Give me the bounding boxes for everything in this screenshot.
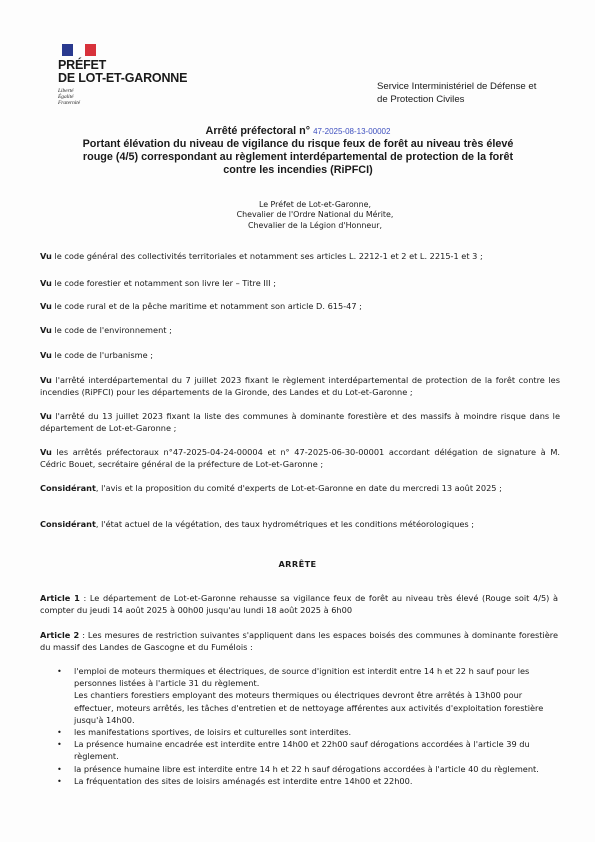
consideration-lead: Considérant: [40, 483, 96, 493]
article-text: : Le département de Lot-et-Garonne rehausse sa vigilance feux de forêt au niveau très élevé (Rouge soit 4/5) à compter du jeudi 14 août 2025 à 00h00 jusqu'au lundi 18 août 2025 à 6h00: [40, 593, 558, 616]
bullet-icon: •: [57, 739, 62, 750]
article-label: Article 2: [40, 630, 80, 640]
consideration-text: les arrêtés préfectoraux n°47-2025-04-24-00004 et n° 47-2025-06-30-00001 accordant délégation de signature à M. Cédric Bouet, secrétaire général de la préfecture de Lot-et-Garonne ;: [40, 447, 560, 470]
french-flag-icon: [62, 44, 96, 56]
consideration-text: le code forestier et notamment son livre Ier – Titre III ;: [51, 278, 276, 288]
restriction-continuation: Les chantiers forestiers employant des moteurs thermiques ou électriques devront être arrêtés à 13h00 pour effectuer, moteurs arrêtés, les tâches d'entretien et de nettoyage afférentes aux activités d'exploitation forestière jusqu'à 14h00.: [74, 690, 544, 725]
bullet-icon: •: [57, 763, 62, 774]
consideration-lead: Vu: [40, 325, 52, 335]
prefecture-logo: [58, 44, 208, 107]
restriction-item: [52, 665, 556, 726]
consideration-paragraph: [40, 482, 560, 494]
consideration-text: , l'avis et la proposition du comité d'experts de Lot-et-Garonne en date du mercredi 13 août 2025 ;: [95, 483, 502, 493]
title-line: contre les incendies (RiPFCI): [223, 164, 373, 176]
document-title: [44, 125, 552, 177]
consideration-lead: Vu: [40, 278, 52, 288]
authority-line: Le Préfet de Lot-et-Garonne,: [258, 200, 372, 209]
bullet-icon: •: [57, 775, 62, 786]
consideration-text: le code de l'urbanisme ;: [51, 350, 153, 360]
title-line: rouge (4/5) correspondant au règlement interdépartemental de protection de la forêt: [82, 151, 514, 163]
restriction-item: [52, 763, 556, 775]
arrete-number: 47-2025-08-13-00002: [313, 127, 391, 136]
restriction-item: [52, 726, 556, 738]
arrete-label: Arrêté préfectoral n°: [205, 125, 311, 137]
consideration-text: le code de l'environnement ;: [51, 325, 172, 335]
motto-fraternite: Fraternité: [58, 100, 81, 107]
consideration-lead: Vu: [40, 411, 52, 421]
consideration-paragraph: [40, 324, 560, 336]
consideration-lead: Vu: [40, 301, 52, 311]
restriction-text: la présence humaine libre est interdite entre 14 h et 22 h sauf dérogations accordées à l'article 40 du règlement.: [74, 763, 539, 774]
article-1: [40, 592, 558, 616]
consideration-paragraph: [40, 374, 560, 398]
consideration-text: le code rural et de la pêche maritime et notamment son article D. 615-47 ;: [51, 301, 362, 311]
consideration-lead: Vu: [40, 251, 52, 261]
consideration-paragraph: [40, 250, 560, 262]
consideration-paragraph: [40, 518, 560, 530]
restriction-text: La fréquentation des sites de loisirs aménagés est interdite entre 14h00 et 22h00.: [74, 775, 413, 786]
restriction-text: les manifestations sportives, de loisirs et culturelles sont interdites.: [74, 727, 352, 738]
authority-line: Chevalier de l'Ordre National du Mérite,: [236, 210, 394, 220]
consideration-paragraph: [40, 410, 560, 434]
authority-line: Chevalier de la Légion d'Honneur,: [248, 220, 382, 230]
article-2: [40, 629, 558, 653]
consideration-paragraph: [40, 300, 560, 312]
motto-liberte: Liberté: [58, 88, 74, 94]
logo-line-prefet: PRÉFET: [58, 58, 107, 72]
consideration-text: l'arrêté interdépartemental du 7 juillet 2023 fixant le règlement interdépartemental de protection de la forêt contre les incendies (RiPFCI) pour les départements de la Gironde, des Landes et du Lot-et-Garonne ;: [40, 375, 560, 398]
service-line: Service Interministériel de Défense et: [377, 81, 537, 92]
consideration-text: , l'état actuel de la végétation, des taux hydrométriques et les conditions météorologiques ;: [95, 519, 475, 529]
motto-egalite: Égalité: [58, 94, 74, 101]
consideration-paragraph: [40, 446, 560, 470]
consideration-lead: Vu: [40, 350, 52, 360]
restriction-item: [52, 738, 556, 762]
restriction-item: [52, 775, 556, 787]
restriction-text: l'emploi de moteurs thermiques et électriques, de source d'ignition est interdit entre 14 h et 22 h sauf pour les personnes listées à l'article 31 du règlement.: [74, 666, 530, 689]
arrete-number-line: [44, 125, 552, 138]
arrete-heading: ARRÊTE: [278, 559, 317, 569]
republic-motto: [58, 88, 208, 107]
bullet-icon: •: [57, 666, 62, 676]
consideration-lead: Considérant: [40, 519, 96, 529]
consideration-text: l'arrêté du 13 juillet 2023 fixant la liste des communes à dominante forestière et des massifs à moindre risque dans le département de Lot-et-Garonne ;: [40, 411, 560, 434]
service-line: de Protection Civiles: [377, 94, 465, 105]
authority-block: [150, 200, 480, 231]
consideration-lead: Vu: [40, 447, 52, 457]
consideration-paragraph: [40, 277, 560, 289]
article-label: Article 1: [40, 593, 80, 603]
restriction-text: La présence humaine encadrée est interdite entre 14h00 et 22h00 sauf dérogations accordées à l'article 39 du règlement.: [74, 739, 530, 762]
logo-line-department: DE LOT-ET-GARONNE: [58, 71, 188, 85]
consideration-lead: Vu: [40, 375, 52, 385]
service-name: [377, 80, 536, 106]
consideration-paragraph: [40, 349, 560, 361]
consideration-text: le code général des collectivités territoriales et notamment ses articles L. 2212-1 et 2 et L. 2215-1 et 3 ;: [51, 251, 483, 261]
article-text: : Les mesures de restriction suivantes s'appliquent dans les espaces boisés des communes à dominante forestière du massif des Landes de Gascogne et du Fumélois :: [40, 630, 559, 653]
restriction-list: [52, 665, 556, 787]
title-line: Portant élévation du niveau de vigilance du risque feux de forêt au niveau très élevé: [82, 138, 514, 150]
bullet-icon: •: [57, 727, 62, 738]
